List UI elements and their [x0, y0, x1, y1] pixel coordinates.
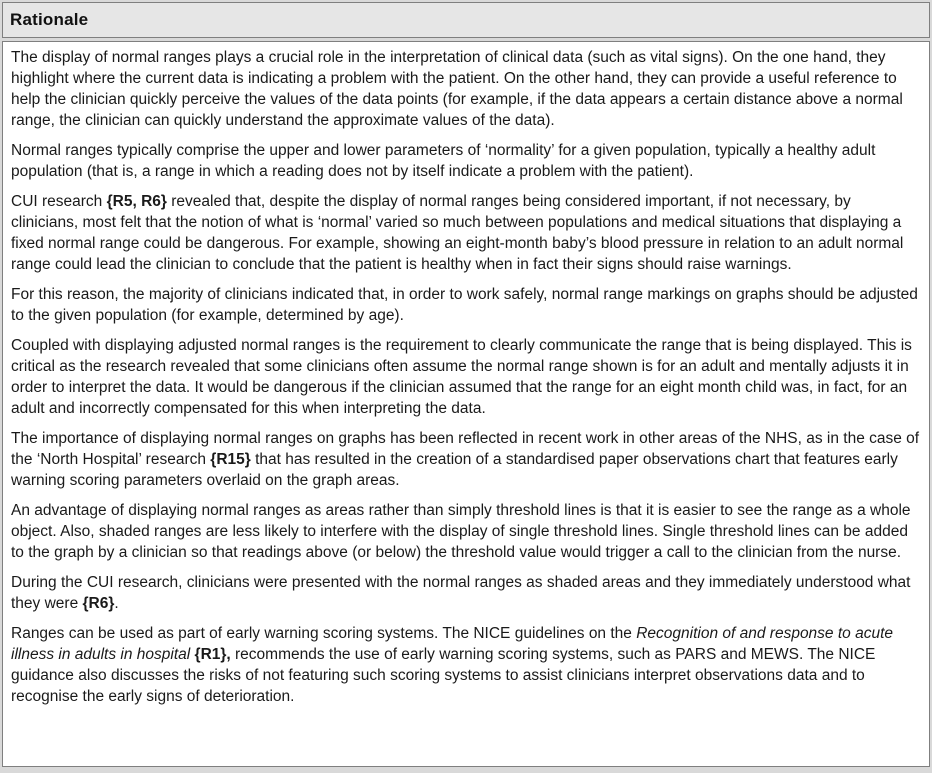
paragraph — [11, 140, 920, 182]
paragraph-segment: Coupled with displaying adjusted normal ranges is the requirement to clearly communicate the range that is being displayed. This is critical as the research revealed that some clinicians often assume the normal range shown is for an adult and mentally adjusts it in order to interpret the data. It would be dangerous if the clinician assumed that the range for an eight month child was, in fact, for an adult and incorrectly compensated for this when interpreting the data. — [11, 337, 912, 417]
section-title: Rationale — [10, 10, 89, 29]
paragraph-segment: {R1}, — [194, 646, 231, 663]
paragraph-segment: Ranges can be used as part of early warning scoring systems. The NICE guidelines on the — [11, 625, 637, 642]
rationale-body — [2, 41, 930, 767]
paragraph-segment: For this reason, the majority of clinicians indicated that, in order to work safely, normal range markings on graphs should be adjusted to the given population (for example, determined by age). — [11, 286, 918, 324]
paragraph-segment: {R5, R6} — [106, 193, 167, 210]
paragraph-segment: CUI research — [11, 193, 107, 210]
paragraph-segment: The importance of displaying normal ranges on graphs has been reflected in recent work in other areas of the NHS, as in the case of the ‘North Hospital’ research — [11, 430, 920, 468]
paragraph-segment: {R15} — [210, 451, 251, 468]
paragraph-segment: Normal ranges typically comprise the upper and lower parameters of ‘normality’ for a given population, typically a healthy adult population (that is, a range in which a reading does not by itself indicate a problem with the patient). — [11, 142, 876, 180]
section-header — [2, 2, 930, 38]
paragraph — [11, 500, 920, 563]
paragraph — [11, 572, 920, 614]
paragraph-segment: that has resulted in the creation of a standardised paper observations chart that features early warning scoring parameters overlaid on the graph areas. — [11, 451, 898, 489]
paragraph-segment: During the CUI research, clinicians were presented with the normal ranges as shaded areas and they immediately understood what they were — [11, 574, 911, 612]
paragraph — [11, 47, 920, 131]
paragraph-segment: recommends the use of early warning scoring systems, such as PARS and MEWS. The NICE guidance also discusses the risks of not featuring such scoring systems to assist clinicians interpret observations data and to recognise the early signs of deterioration. — [11, 646, 876, 705]
paragraph — [11, 191, 920, 275]
paragraph-segment: . — [114, 595, 119, 612]
paragraph — [11, 428, 920, 491]
paragraph-segment: The display of normal ranges plays a crucial role in the interpretation of clinical data (such as vital signs). On the one hand, they highlight where the current data is indicating a problem with the patient. On the other hand, they can provide a useful reference to help the clinician quickly perceive the values of the data points (for example, if the data appears a certain distance above a normal range, the clinician can quickly understand the approximate values of the data). — [11, 49, 903, 129]
paragraph — [11, 335, 920, 419]
paragraph-segment: An advantage of displaying normal ranges as areas rather than simply threshold lines is that it is easier to see the range as a whole object. Also, shaded ranges are less likely to interfere with the display of single threshold lines. Single threshold lines can be added to the graph by a clinician so that readings above (or below) the threshold value would trigger a call to the clinician from the nurse. — [11, 502, 911, 561]
paragraph — [11, 623, 920, 707]
paragraph — [11, 284, 920, 326]
paragraph-segment: revealed that, despite the display of normal ranges being considered important, if not necessary, by clinicians, most felt that the notion of what is ‘normal’ varied so much between populations and medical situations that displaying a fixed normal range could be dangerous. For example, showing an eight-month baby’s blood pressure in relation to an adult normal range could lead the clinician to conclude that the patient is healthy when in fact their signs should raise warnings. — [11, 193, 904, 273]
paragraph-segment: {R6} — [82, 595, 115, 612]
paragraph-segment: Recognition of and response to acute illness in adults in hospital — [11, 625, 894, 663]
